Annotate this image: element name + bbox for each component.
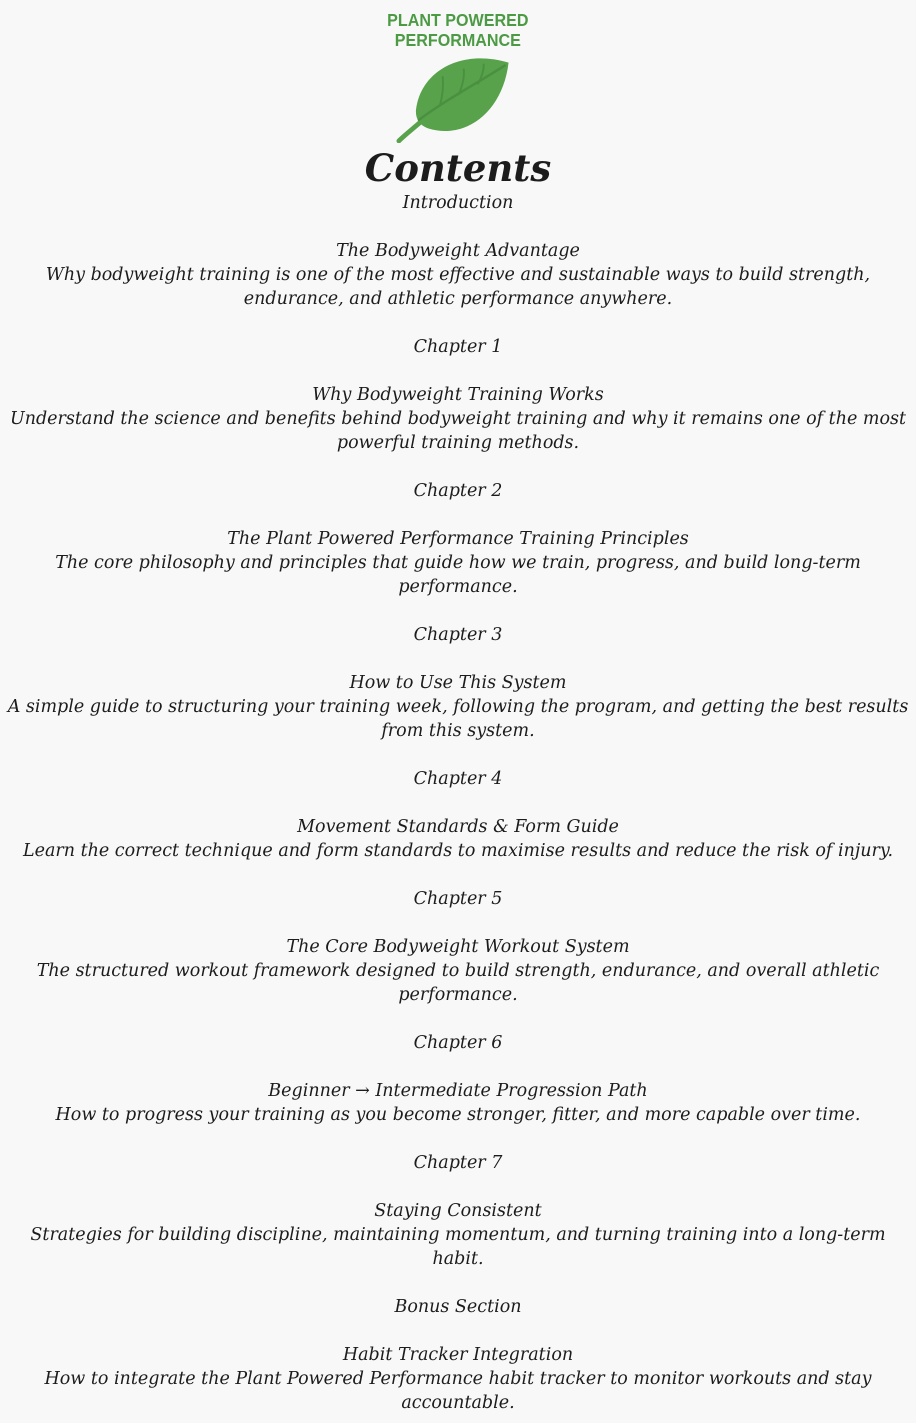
section-heading: Chapter 4 bbox=[413, 769, 503, 789]
page-title: Contents bbox=[364, 146, 552, 190]
section-description: A simple guide to structuring your training week, following the program, and getting the best results from this system. bbox=[7, 697, 909, 741]
section-heading: Chapter 3 bbox=[413, 625, 503, 645]
section-title: The Core Bodyweight Workout System bbox=[286, 937, 630, 957]
section-description: How to integrate the Plant Powered Performance habit tracker to monitor workouts and stay accountable. bbox=[44, 1369, 872, 1413]
logo bbox=[5, 10, 911, 144]
section-description: How to progress your training as you become stronger, fitter, and more capable over time. bbox=[55, 1105, 861, 1125]
toc-section-chapter-6 bbox=[5, 1031, 911, 1127]
section-title: Movement Standards & Form Guide bbox=[297, 817, 619, 837]
section-heading: Introduction bbox=[402, 193, 514, 213]
section-title: Staying Consistent bbox=[374, 1201, 542, 1221]
section-heading: Bonus Section bbox=[394, 1297, 522, 1317]
toc-section-chapter-2 bbox=[5, 479, 911, 599]
toc-section-chapter-7 bbox=[5, 1151, 911, 1271]
toc-section-introduction bbox=[5, 191, 911, 311]
section-description: The core philosophy and principles that guide how we train, progress, and build long-term performance. bbox=[55, 553, 861, 597]
section-heading: Chapter 6 bbox=[413, 1033, 503, 1053]
logo-line-1: PLANT POWERED bbox=[387, 10, 529, 30]
section-heading: Chapter 5 bbox=[413, 889, 503, 909]
section-title: How to Use This System bbox=[349, 673, 567, 693]
section-heading: Chapter 7 bbox=[413, 1153, 503, 1173]
leaf-icon bbox=[5, 52, 911, 144]
toc-section-chapter-4 bbox=[5, 767, 911, 863]
section-heading: Chapter 2 bbox=[413, 481, 503, 501]
section-title: Why Bodyweight Training Works bbox=[312, 385, 604, 405]
toc-section-chapter-1 bbox=[5, 335, 911, 455]
logo-text bbox=[387, 10, 528, 50]
section-title: The Bodyweight Advantage bbox=[336, 241, 580, 261]
section-heading: Chapter 1 bbox=[413, 337, 503, 357]
logo-line-2: PERFORMANCE bbox=[394, 30, 522, 50]
toc-section-chapter-5 bbox=[5, 887, 911, 1007]
table-of-contents bbox=[5, 191, 911, 1415]
section-title: Habit Tracker Integration bbox=[342, 1345, 574, 1365]
section-description: The structured workout framework designed to build strength, endurance, and overall athletic performance. bbox=[36, 961, 880, 1005]
toc-section-chapter-3 bbox=[5, 623, 911, 743]
section-description: Understand the science and benefits behind bodyweight training and why it remains one of the most powerful training methods. bbox=[9, 409, 907, 453]
toc-section-bonus bbox=[5, 1295, 911, 1415]
section-description: Strategies for building discipline, maintaining momentum, and turning training into a long-term habit. bbox=[30, 1225, 886, 1269]
section-description: Why bodyweight training is one of the most effective and sustainable ways to build strength, endurance, and athletic performance anywhere. bbox=[45, 265, 871, 309]
section-title: Beginner → Intermediate Progression Path bbox=[268, 1081, 648, 1101]
section-title: The Plant Powered Performance Training Principles bbox=[227, 529, 689, 549]
section-description: Learn the correct technique and form standards to maximise results and reduce the risk of injury. bbox=[22, 841, 894, 861]
